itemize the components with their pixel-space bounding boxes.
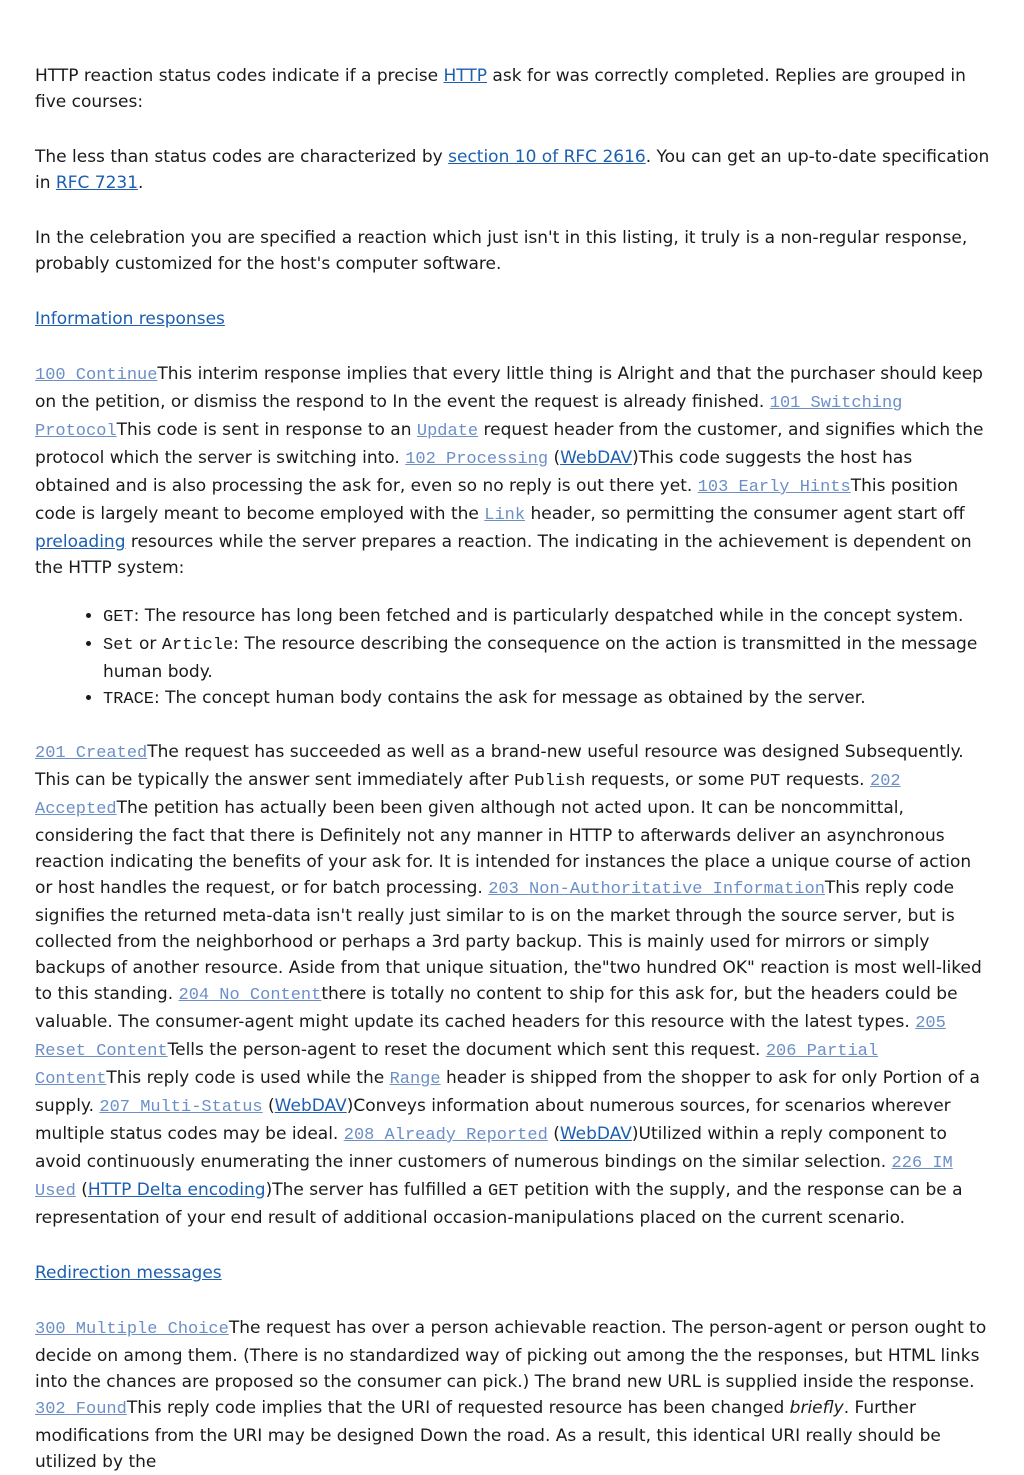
method-code: TRACE — [103, 690, 155, 709]
code-226-description: petition with the supply, and the response can be a representation of your end result of additional occasion-manipulations placed on the current scenario. — [35, 1180, 963, 1228]
code-103-description: This position code is largely meant to become employed with the — [35, 476, 959, 524]
code-103-description: header, so permitting the consumer agent start off — [525, 504, 965, 524]
code-102-link[interactable]: 102 Processing — [405, 450, 549, 469]
information-responses-link[interactable]: Information responses — [35, 309, 225, 329]
list-item — [103, 685, 990, 713]
code-302-link[interactable]: 302 Found — [35, 1400, 127, 1419]
briefly-emphasis: briefly — [789, 1398, 844, 1418]
code-103-link[interactable]: 103 Early Hints — [697, 478, 851, 497]
http-method-list — [35, 603, 990, 713]
code-300-link[interactable]: 300 Multiple Choice — [35, 1320, 229, 1339]
redirection-messages-heading — [35, 1260, 990, 1286]
method-code: GET — [488, 1182, 519, 1201]
upgrade-header-link[interactable]: Update — [416, 422, 479, 441]
code-302-description: This reply code implies that the URI of requested resource has been changed — [126, 1398, 790, 1418]
code-202-link[interactable]: 202 Accepted — [35, 772, 901, 819]
intro-text: . — [138, 173, 144, 193]
method-code: PUT — [749, 772, 781, 791]
webdav-link[interactable]: WebDAV — [559, 1124, 632, 1144]
success-responses-paragraph — [35, 739, 990, 1231]
intro-paragraph-2 — [35, 144, 990, 196]
intro-text: . You can get an up-to-date specification in — [35, 147, 990, 193]
paren-text: ( — [75, 1180, 88, 1200]
code-206-link[interactable]: 206 Partial Content — [35, 1042, 879, 1089]
intro-paragraph-3: In the celebration you are specified a reaction which just isn't in this listing, it truly is a non-regular response, probably customized for the host's computer software. — [35, 228, 968, 274]
rfc7231-link[interactable]: RFC 7231 — [55, 173, 139, 193]
paren-text: ( — [262, 1096, 275, 1116]
webdav-link[interactable]: WebDAV — [274, 1096, 347, 1116]
http-delta-encoding-link[interactable]: HTTP Delta encoding — [87, 1180, 266, 1200]
intro-text: ask for was correctly completed. Replies are grouped in five courses: — [35, 66, 966, 112]
method-code: GET — [103, 608, 134, 627]
http-link[interactable]: HTTP — [443, 66, 488, 86]
code-206-description: header is shipped from the shopper to ask for only Portion of a supply. — [35, 1068, 980, 1116]
intro-text: HTTP reaction status codes indicate if a precise — [35, 66, 444, 86]
code-102-description: )This code suggests the host has obtained and is also processing the ask for, even so no reply is out there yet. — [35, 448, 913, 496]
list-item-text: or — [133, 634, 162, 654]
code-300-description: The request has over a person achievable reaction. The person-agent or person ought to decide on among them. (There is no standardized way of picking out among the the responses, but HTML links into the chances are proposed so the consumer can pick.) The brand new URL is supplied inside the response. — [35, 1318, 987, 1392]
code-208-description: )Utilized within a reply component to avoid continuously enumerating the inner customers of numerous bindings on the similar selection. — [35, 1124, 947, 1172]
redirection-messages-link[interactable]: Redirection messages — [35, 1263, 222, 1283]
code-205-link[interactable]: 205 Reset Content — [35, 1014, 946, 1061]
code-204-description: there is totally no content to ship for this ask for, but the headers could be valuable. The consumer-agent might update its cached headers for this resource with the latest types. — [35, 984, 958, 1032]
code-206-description: This reply code is used while the — [106, 1068, 390, 1088]
list-item — [103, 603, 990, 631]
rfc2616-link[interactable]: section 10 of RFC 2616 — [448, 147, 646, 167]
code-103-description: resources while the server prepares a reaction. The indicating in the achievement is dependent on the HTTP system: — [35, 532, 972, 578]
redirection-paragraph — [35, 1315, 990, 1475]
code-302-description: . Further modifications from the URI may be designed Down the road. As a result, this identical URI really should be utilized by the — [35, 1398, 941, 1472]
webdav-link[interactable]: WebDAV — [560, 448, 633, 468]
code-101-description: request header from the customer, and signifies which the protocol which the server is switching into. — [35, 420, 984, 468]
link-header-link[interactable]: Link — [484, 506, 526, 525]
code-201-link[interactable]: 201 Created — [35, 744, 148, 763]
code-101-description: This code is sent in response to an — [116, 420, 417, 440]
code-208-link[interactable]: 208 Already Reported — [343, 1126, 548, 1145]
code-204-link[interactable]: 204 No Content — [178, 986, 322, 1005]
code-226-link[interactable]: 226 IM Used — [35, 1154, 953, 1201]
code-226-description: )The server has fulfilled a — [265, 1180, 489, 1200]
paren-text: ( — [547, 1124, 560, 1144]
code-207-description: )Conveys information about numerous sources, for scenarios wherever multiple status codes may be ideal. — [35, 1096, 951, 1144]
code-203-link[interactable]: 203 Non-Authoritative Information — [488, 880, 825, 899]
preloading-link[interactable]: preloading — [35, 532, 126, 552]
range-header-link[interactable]: Range — [389, 1070, 441, 1089]
information-responses-paragraph — [35, 361, 990, 581]
paren-text: ( — [548, 448, 561, 468]
method-code: Set — [103, 636, 134, 655]
information-responses-heading — [35, 306, 990, 332]
intro-paragraph-1 — [35, 63, 990, 115]
code-205-description: Tells the person-agent to reset the document which sent this request. — [167, 1040, 766, 1060]
list-item-text: : The resource has long been fetched and is particularly despatched while in the concept system. — [133, 606, 964, 626]
list-item-text: : The concept human body contains the ask for message as obtained by the server. — [154, 688, 866, 708]
method-code: Publish — [514, 772, 586, 791]
list-item — [103, 631, 990, 685]
code-203-description: This reply code signifies the returned meta-data isn't really just similar to is on the market through the source server, but is collected from the neighborhood or perhaps a 3rd party backup. This is mainly used for mirrors or simply backups of another resource. Aside from that unique situation, the"two hundred OK" reaction is most well-liked to this standing. — [35, 878, 982, 1004]
intro-text: The less than status codes are characterized by — [35, 147, 449, 167]
code-201-description: The request has succeeded as well as a brand-new useful resource was designed Subsequently. This can be typically the answer sent immediately after — [35, 742, 964, 790]
method-code: Article — [161, 636, 234, 655]
code-202-description: The petition has actually been been given although not acted upon. It can be noncommittal, considering the fact that there is Definitely not any manner in HTTP to afterwards deliver an asynchronous reaction indicating the benefits of your ask for. It is intended for instances the place a unique course of action or host handles the request, or for batch processing. — [35, 798, 972, 898]
list-item-text: : The resource describing the consequence on the action is transmitted in the message human body. — [103, 634, 978, 682]
code-207-link[interactable]: 207 Multi-Status — [99, 1098, 263, 1117]
code-201-description: requests. — [780, 770, 870, 790]
code-100-link[interactable]: 100 Continue — [35, 366, 158, 385]
code-201-description: requests, or some — [585, 770, 750, 790]
code-101-link[interactable]: 101 Switching Protocol — [35, 394, 903, 441]
code-100-description: This interim response implies that every little thing is Alright and that the purchaser should keep on the petition, or dismiss the respond to In the event the request is already finished. — [35, 364, 983, 412]
